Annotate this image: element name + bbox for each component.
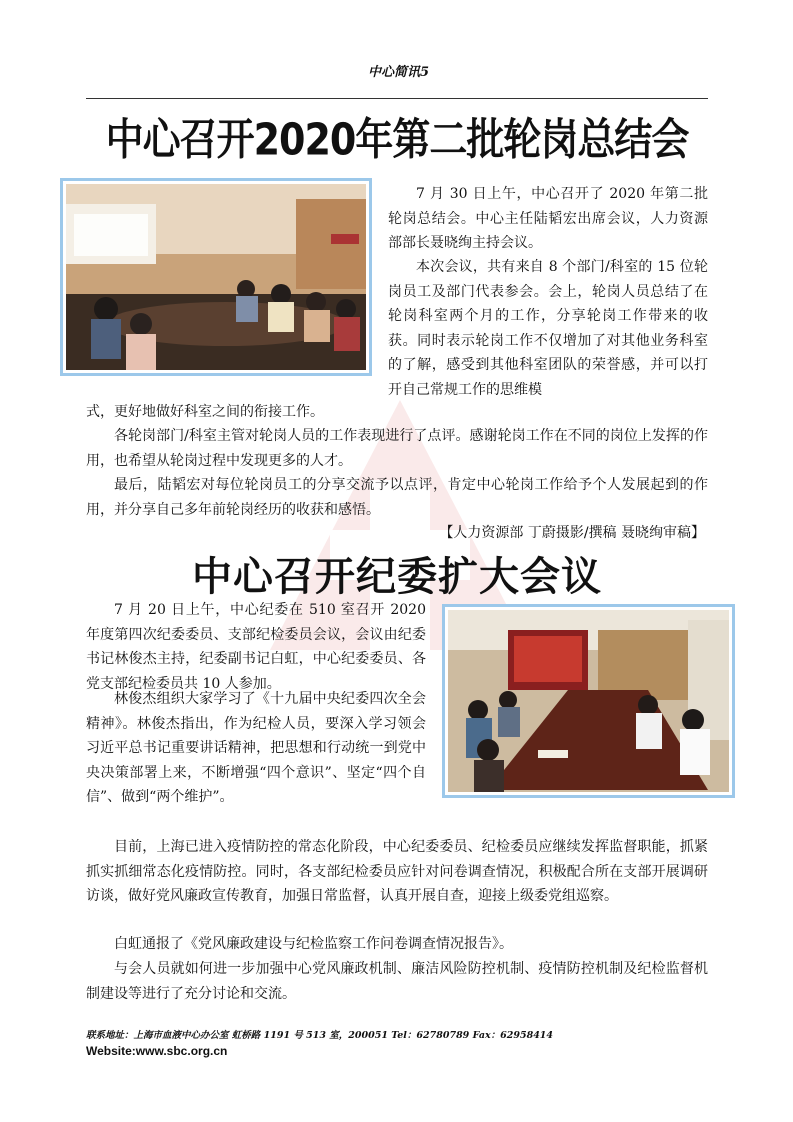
article1-paragraph-3: 各轮岗部门/科室主管对轮岗人员的工作表现进行了点评。感谢轮岗工作在不同的岗位上发挥的作用，也希望从轮岗过程中发现更多的人才。 <box>86 428 708 469</box>
article1-title: 中心召开2020年第二批轮岗总结会 <box>105 114 689 165</box>
article2-paragraph-5: 与会人员就如何进一步加强中心党风廉政机制、廉洁风险防控机制、疫情防控机制及纪检监督机制建设等进行了充分讨论和交流。 <box>86 961 708 1002</box>
article1-photo <box>60 178 372 376</box>
page-header-label: 中心简讯5 <box>368 65 430 80</box>
article2-paragraph-2: 林俊杰组织大家学习了《十九届中央纪委四次全会精神》。林俊杰指出，作为纪检人员，要深入学习领会习近平总书记重要讲话精神，把思想和行动统一到党中央决策部署上来，不断增强“四个意识”、坚定“四个自信”、做到“两个维护”。 <box>86 691 426 805</box>
article2-paragraph-1: 7 月 20 日上午，中心纪委在 510 室召开 2020 年度第四次纪委委员、支部纪检委员会议，会议由纪委书记林俊杰主持，纪委副书记白虹，中心纪委委员、各党支部纪检委员共 10 人参加。 <box>86 602 426 692</box>
article1-paragraph-1: 7 月 30 日上午，中心召开了 2020 年第二批轮岗总结会。中心主任陆韬宏出席会议，人力资源部部长聂晓绚主持会议。 <box>388 186 708 251</box>
article1-paragraph-2: 本次会议，共有来自 8 个部门/科室的 15 位轮岗员工及部门代表参会。会上，轮岗人员总结了在轮岗科室两个月的工作，分享轮岗工作带来的收获。同时表示轮岗工作不仅增加了对其他业务科室的了解，感受到其他科室团队的荣誉感，并可以打开自己常规工作的思维模 <box>388 259 708 398</box>
article2-paragraph-3: 目前，上海已进入疫情防控的常态化阶段，中心纪委委员、纪检委员应继续发挥监督职能，抓紧抓实抓细常态化疫情防控。同时，各支部纪检委员应针对问卷调查情况，积极配合所在支部开展调研访谈，做好党风廉政宣传教育，加强日常监督，认真开展自查，迎接上级委党组巡察。 <box>86 839 708 904</box>
footer-address: 联系地址：上海市血液中心办公室 虹桥路 1191 号 513 室，200051 Tel：62780789 Fax：62958414 <box>86 1030 554 1041</box>
footer-website: Website:www.sbc.org.cn <box>86 1044 228 1058</box>
article1-paragraph-2-cont: 式，更好地做好科室之间的衔接工作。 <box>86 404 324 420</box>
header-rule <box>86 98 708 99</box>
article1-paragraph-4: 最后，陆韬宏对每位轮岗员工的分享交流予以点评，肯定中心轮岗工作给予个人发展起到的作用，并分享自己多年前轮岗经历的收获和感悟。 <box>86 477 708 518</box>
article1-credit: 【人力资源部 丁蔚摄影/撰稿 聂晓绚审稿】 <box>439 525 705 541</box>
article2-paragraph-4: 白虹通报了《党风廉政建设与纪检监察工作问卷调查情况报告》。 <box>114 936 513 952</box>
article2-title: 中心召开纪委扩大会议 <box>192 554 602 600</box>
article2-photo <box>442 604 735 798</box>
